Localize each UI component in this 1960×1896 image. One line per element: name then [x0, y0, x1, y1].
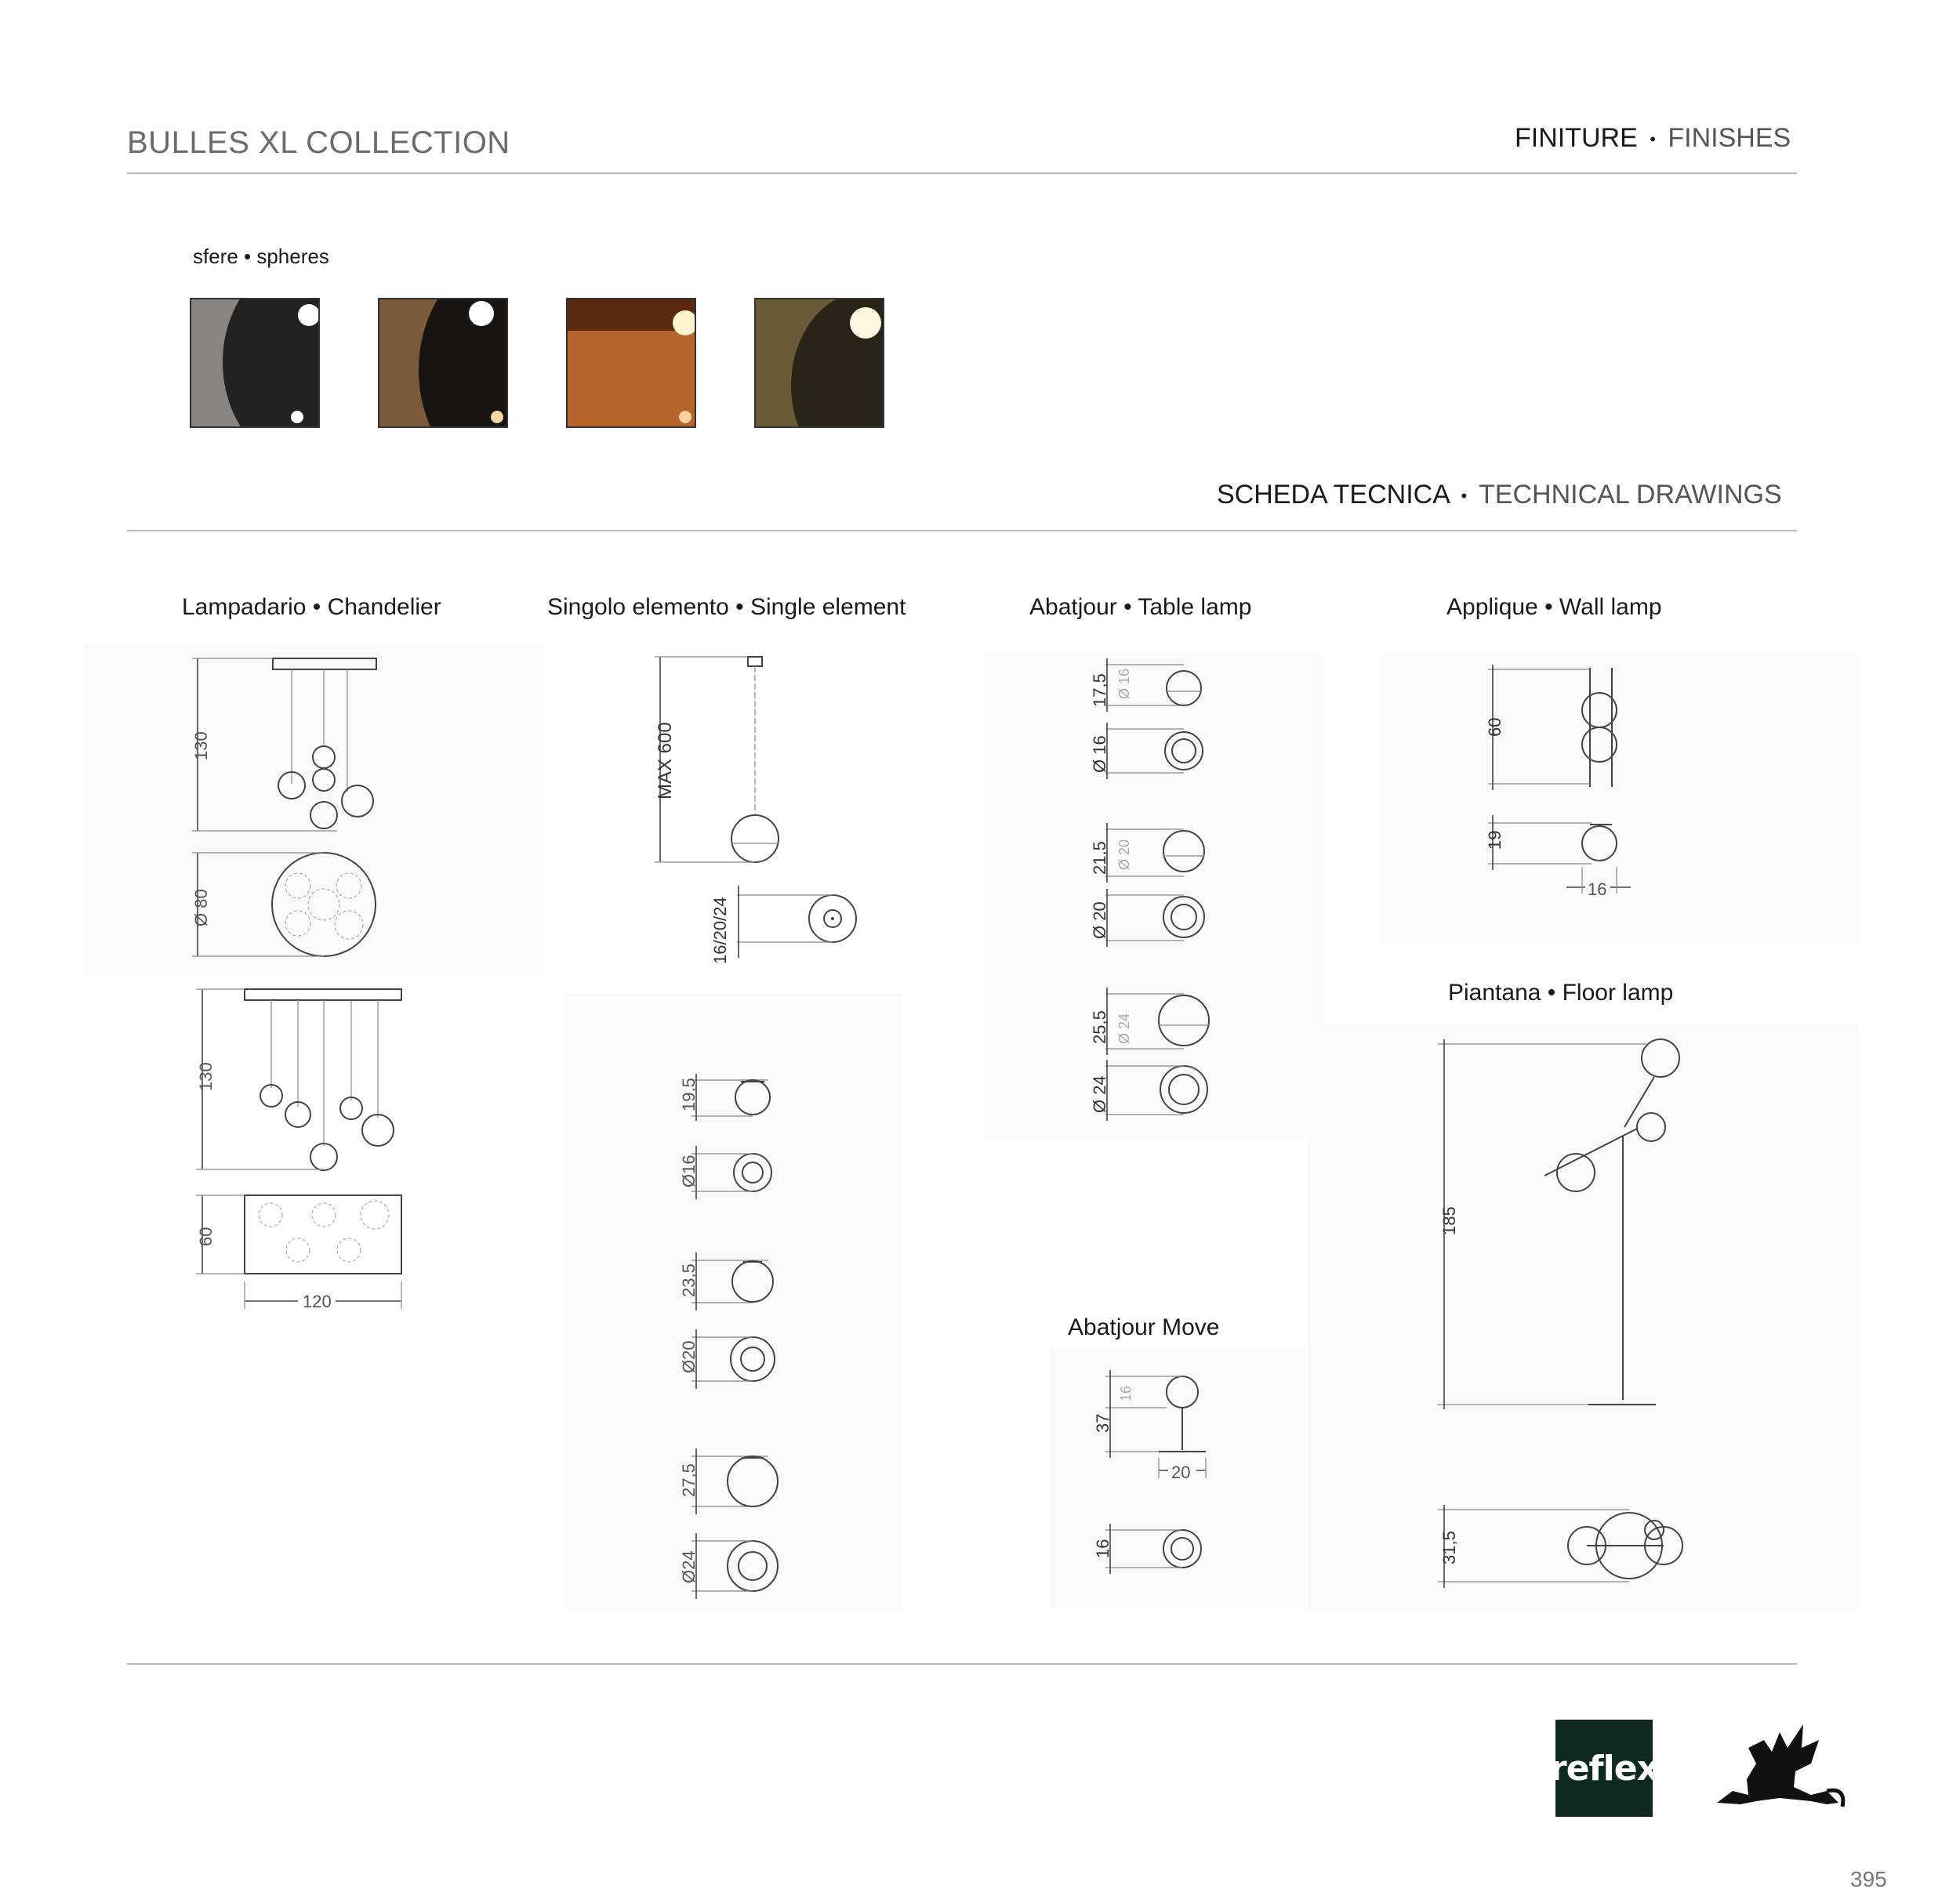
footer-rule — [127, 1663, 1797, 1665]
finishes-heading — [1515, 123, 1791, 154]
technical-heading-it: SCHEDA TECNICA — [1217, 480, 1450, 509]
dim-wl-19: 19 — [1485, 830, 1504, 850]
dim-tl-175: 17,5 — [1090, 673, 1109, 707]
dim-se-d16: Ø16 — [679, 1155, 699, 1187]
dim-tl-d16: Ø 16 — [1090, 735, 1109, 773]
finishes-heading-en: FINISHES — [1668, 123, 1791, 153]
dim-se-max: MAX 600 — [655, 722, 676, 799]
dim-wl-16: 16 — [1588, 879, 1607, 899]
technical-heading — [1217, 480, 1782, 510]
dim-ch-130a: 130 — [191, 731, 211, 760]
dim-tl-d24: Ø 24 — [1090, 1075, 1109, 1113]
page-number: 395 — [1850, 1867, 1887, 1891]
dim-fl-185: 185 — [1439, 1206, 1459, 1235]
header-rule — [127, 172, 1797, 174]
dim-se-1624: 16/20/24 — [710, 897, 730, 964]
label-table-lamp: Abatjour • Table lamp — [1029, 594, 1252, 620]
winged-lion-logo — [1701, 1717, 1850, 1818]
floor-lamp-drawing — [1427, 1035, 1693, 1599]
label-single-element: Singolo elemento • Single element — [547, 594, 906, 620]
separator-dot: • — [1461, 486, 1468, 506]
swatch-1 — [190, 298, 320, 428]
single-element-drawing — [643, 651, 894, 1615]
swatch-4 — [754, 298, 884, 428]
dim-tl-255: 25,5 — [1090, 1010, 1109, 1044]
chandelier-drawing — [180, 651, 431, 1325]
dim-tl-d24s: Ø 24 — [1116, 1013, 1132, 1044]
swatch-1-image — [191, 299, 318, 426]
collection-title: BULLES XL COLLECTION — [127, 125, 510, 160]
dim-se-d24: Ø24 — [679, 1550, 699, 1583]
dim-mv-16: 16 — [1093, 1539, 1112, 1558]
swatch-4-image — [756, 299, 883, 426]
dim-tl-d20: Ø 20 — [1090, 901, 1109, 939]
dim-tl-d16s: Ø 16 — [1116, 668, 1132, 699]
reflex-logo-text: reflex — [1550, 1748, 1658, 1789]
dim-mv-20: 20 — [1171, 1463, 1191, 1482]
swatch-2 — [378, 298, 508, 428]
finishes-heading-it: FINITURE — [1515, 123, 1638, 153]
dim-tl-d20s: Ø 20 — [1116, 839, 1132, 870]
dim-tl-215: 21,5 — [1090, 841, 1109, 875]
finishes-caption: sfere • spheres — [193, 245, 329, 268]
dim-ch-130b: 130 — [196, 1062, 216, 1091]
dim-ch-120: 120 — [303, 1292, 332, 1311]
dim-se-d20: Ø20 — [679, 1340, 699, 1373]
table-lamp-drawing — [1066, 651, 1270, 1137]
dim-se-235: 23,5 — [679, 1263, 699, 1297]
separator-dot: • — [1650, 129, 1656, 150]
swatch-3-image — [568, 299, 695, 426]
dim-fl-315: 31,5 — [1439, 1531, 1459, 1564]
label-abatjour-move: Abatjour Move — [1068, 1314, 1220, 1340]
dim-mv-37: 37 — [1093, 1413, 1112, 1433]
dim-mv-16s: 16 — [1118, 1385, 1134, 1401]
abatjour-move-drawing — [1066, 1364, 1270, 1599]
dim-se-195: 19,5 — [679, 1078, 699, 1111]
swatch-2-image — [379, 299, 506, 426]
dim-ch-80: Ø 80 — [191, 889, 211, 926]
reflex-logo — [1550, 1720, 1658, 1817]
dim-se-275: 27,5 — [679, 1463, 699, 1497]
technical-rule — [127, 530, 1797, 531]
dim-wl-60: 60 — [1485, 717, 1504, 737]
label-floor-lamp: Piantana • Floor lamp — [1448, 980, 1674, 1006]
label-wall-lamp: Applique • Wall lamp — [1446, 594, 1662, 620]
wall-lamp-drawing — [1474, 658, 1678, 909]
swatch-3 — [566, 298, 696, 428]
technical-heading-en: TECHNICAL DRAWINGS — [1479, 480, 1782, 509]
dim-ch-60: 60 — [196, 1227, 216, 1246]
label-chandelier: Lampadario • Chandelier — [182, 594, 441, 620]
